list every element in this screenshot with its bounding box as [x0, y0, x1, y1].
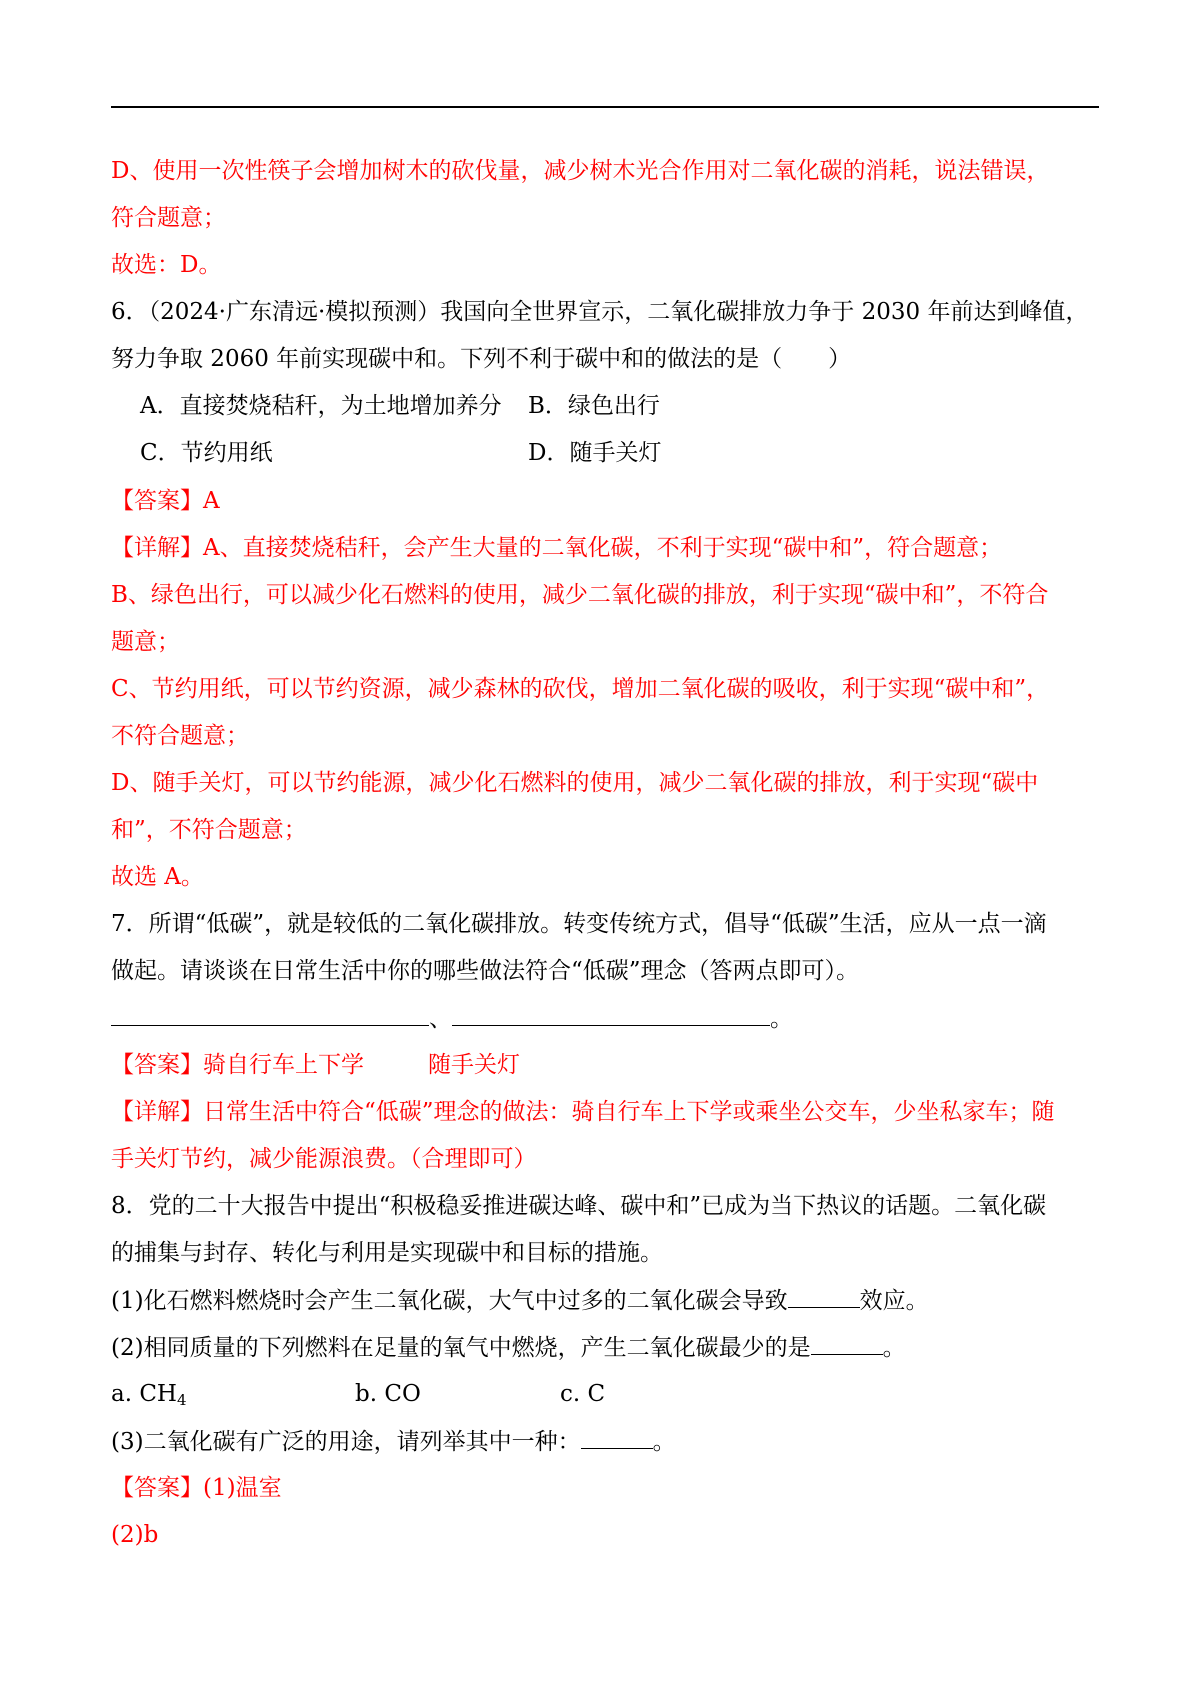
q7-blank-2[interactable]	[452, 1003, 770, 1026]
q7-stem-line1: 7．所谓“低碳”，就是较低的二氧化碳排放。转变传统方式，倡导“低碳”生活，应从一点一滴	[111, 911, 1047, 937]
q8-option-c: c. C	[560, 1381, 606, 1407]
q7-blanks-row	[111, 1003, 1111, 1034]
q6-stem-line1: 6．（2024·广东清远·模拟预测）我国向全世界宣示，二氧化碳排放力争于 2030 年前达到峰值，	[111, 299, 1089, 325]
q6-explanation-3: 题意；	[111, 629, 180, 655]
q7-explanation-2: 手关灯节约，减少能源浪费。（合理即可）	[111, 1146, 537, 1172]
q7-stem-line2: 做起。请谈谈在日常生活中你的哪些做法符合“低碳”理念（答两点即可）。	[111, 958, 860, 984]
q8-part3	[111, 1426, 1111, 1457]
q7-answer-label: 【答案】	[111, 1052, 203, 1078]
q8-stem-line2: 的捕集与封存、转化与利用是实现碳中和目标的措施。	[111, 1240, 663, 1266]
q8-part2-blank[interactable]	[811, 1332, 883, 1355]
q6-explanation-4: C、节约用纸，可以节约资源，减少森林的砍伐，增加二氧化碳的吸收，利于实现“碳中和”，	[111, 676, 1050, 702]
q8-part1-blank[interactable]	[788, 1285, 860, 1308]
q8-option-b: b. CO	[355, 1381, 421, 1407]
q8-part2-suffix: 。	[882, 1335, 906, 1361]
q6-option-a: A．直接焚烧秸秆，为土地增加养分	[140, 393, 502, 419]
q6-explanation-5: 不符合题意；	[111, 723, 249, 749]
q6-explanation-6: D、随手关灯，可以节约能源，减少化石燃料的使用，减少二氧化碳的排放，利于实现“碳中	[111, 770, 1039, 796]
q8-part3-blank[interactable]	[581, 1426, 653, 1449]
q6-option-b: B．绿色出行	[528, 393, 660, 419]
q7-answer-1: 骑自行车上下学	[203, 1052, 364, 1078]
q6-answer: 【答案】A	[111, 488, 220, 514]
q7-blank-separator: 、	[429, 1006, 452, 1032]
q8-stem-line1: 8．党的二十大报告中提出“积极稳妥推进碳达峰、碳中和”已成为当下热议的话题。二氧化碳	[111, 1193, 1047, 1219]
q8-part3-text: (3)二氧化碳有广泛的用途，请列举其中一种：	[111, 1429, 581, 1455]
prev-explanation-d-line2: 符合题意；	[111, 205, 226, 231]
q7-answer-2: 随手关灯	[428, 1052, 520, 1078]
q8-part2-text: (2)相同质量的下列燃料在足量的氧气中燃烧，产生二氧化碳最少的是	[111, 1335, 811, 1361]
q6-stem-line2: 努力争取 2060 年前实现碳中和。下列不利于碳中和的做法的是（ ）	[111, 346, 852, 372]
q8-option-a	[111, 1379, 187, 1415]
q6-explanation-7: 和”，不符合题意；	[111, 817, 307, 843]
q8-answer-2: (2)b	[111, 1522, 159, 1548]
q8-part1-suffix: 效应。	[859, 1288, 929, 1314]
q8-answer-1: 【答案】(1)温室	[111, 1475, 282, 1501]
q7-blank-end: 。	[770, 1006, 793, 1032]
q8-option-a-subscript: 4	[177, 1391, 187, 1409]
q7-explanation-1: 【详解】日常生活中符合“低碳”理念的做法：骑自行车上下学或乘坐公交车，少坐私家车；随	[111, 1099, 1055, 1125]
q8-part2	[111, 1332, 1111, 1363]
q8-part3-suffix: 。	[652, 1429, 676, 1455]
q7-blank-1[interactable]	[111, 1003, 429, 1026]
q8-part1	[111, 1285, 1111, 1316]
q8-part1-text: (1)化石燃料燃烧时会产生二氧化碳，大气中过多的二氧化碳会导致	[111, 1288, 788, 1314]
q8-option-a-text: a. CH	[111, 1381, 177, 1407]
header-rule	[111, 106, 1099, 108]
q6-option-c: C．节约用纸	[140, 440, 273, 466]
q6-explanation-2: B、绿色出行，可以减少化石燃料的使用，减少二氧化碳的排放，利于实现“碳中和”，不符合	[111, 582, 1049, 608]
prev-explanation-d-line1: D、使用一次性筷子会增加树木的砍伐量，减少树木光合作用对二氧化碳的消耗，说法错误，	[111, 158, 1050, 184]
q7-answer-row	[111, 1050, 1111, 1080]
q6-choice: 故选 A。	[111, 864, 204, 890]
q6-option-d: D．随手关灯	[528, 440, 662, 466]
prev-choice: 故选：D。	[111, 252, 222, 278]
q6-explanation-1: 【详解】A、直接焚烧秸秆，会产生大量的二氧化碳，不利于实现“碳中和”，符合题意；	[111, 535, 1003, 561]
